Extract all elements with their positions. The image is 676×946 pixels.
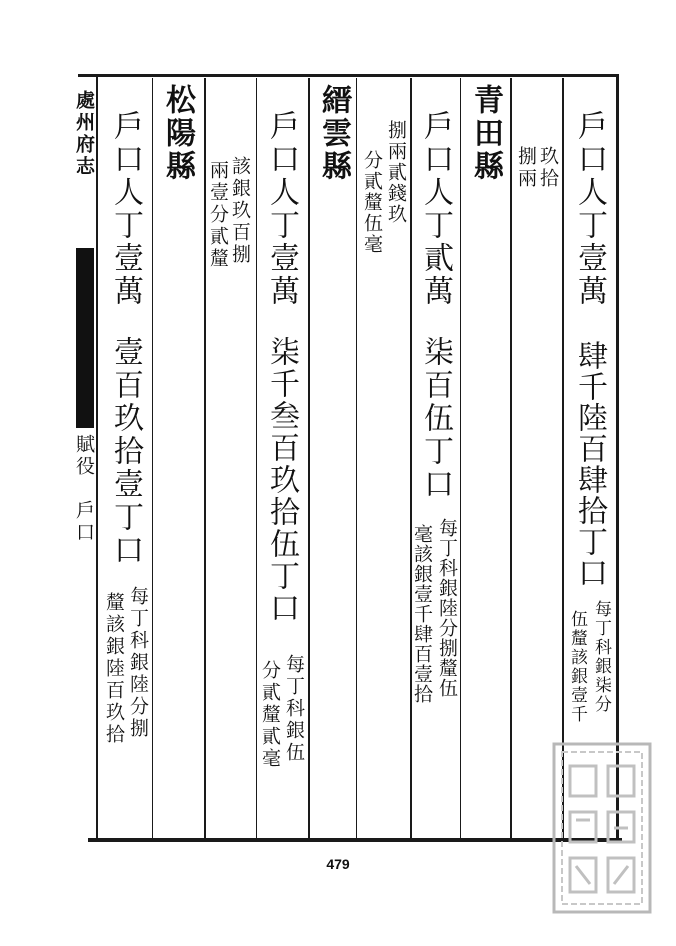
county-heading: 松陽縣	[160, 84, 195, 183]
text-column: 壹百玖拾壹丁口	[108, 336, 143, 567]
text-column: 釐該銀陸百玖拾	[103, 592, 125, 746]
text-column: 戶口人丁壹萬	[108, 110, 143, 308]
text-column: 分貳釐伍毫	[361, 150, 383, 255]
column-divider	[510, 78, 512, 838]
text-column: 每丁科銀伍	[283, 654, 305, 764]
text-column: 該銀玖百捌	[229, 156, 251, 266]
margin-section: 賦役	[73, 434, 95, 478]
text-column: 每丁科銀陸分捌釐伍	[436, 518, 458, 698]
text-column: 玖拾	[537, 146, 559, 190]
text-column: 分貳釐貳毫	[259, 660, 281, 770]
text-column: 戶口人丁貳萬	[418, 110, 453, 308]
county-heading: 青田縣	[468, 84, 503, 183]
text-column: 伍釐該銀壹千	[567, 610, 587, 724]
text-column: 捌兩	[515, 146, 537, 190]
column-divider	[356, 78, 357, 838]
frame-top-rule	[78, 74, 618, 77]
column-divider	[562, 78, 564, 838]
frame-bottom-rule	[88, 838, 622, 842]
text-column: 毫該銀壹千肆百壹拾	[411, 524, 433, 704]
frame-left-rule	[96, 74, 98, 840]
text-column: 肆千陸百肆拾丁口	[572, 340, 607, 588]
library-stamp-icon	[552, 742, 652, 914]
column-divider	[308, 78, 310, 838]
margin-title: 處州府志	[73, 90, 95, 178]
margin-sub: 戶口	[73, 500, 95, 544]
text-column: 柒百伍丁口	[418, 336, 453, 501]
text-column: 戶口人丁壹萬	[572, 110, 607, 308]
column-divider	[410, 78, 412, 838]
text-column: 每丁科銀陸分捌	[127, 586, 149, 740]
text-column: 戶口人丁壹萬	[264, 110, 299, 308]
county-heading: 縉雲縣	[316, 84, 351, 183]
page-number: 479	[326, 856, 350, 872]
text-column: 兩壹分貳釐	[207, 160, 229, 270]
frame-right-rule	[616, 74, 619, 842]
text-column: 每丁科銀柒分	[591, 600, 611, 714]
column-divider	[204, 78, 206, 838]
margin-black-block	[76, 248, 94, 428]
column-divider	[460, 78, 461, 838]
column-divider	[152, 78, 153, 838]
column-divider	[256, 78, 257, 838]
text-column: 柒千叁百玖拾伍丁口	[264, 336, 299, 624]
text-column: 捌兩貳錢玖	[385, 120, 407, 225]
